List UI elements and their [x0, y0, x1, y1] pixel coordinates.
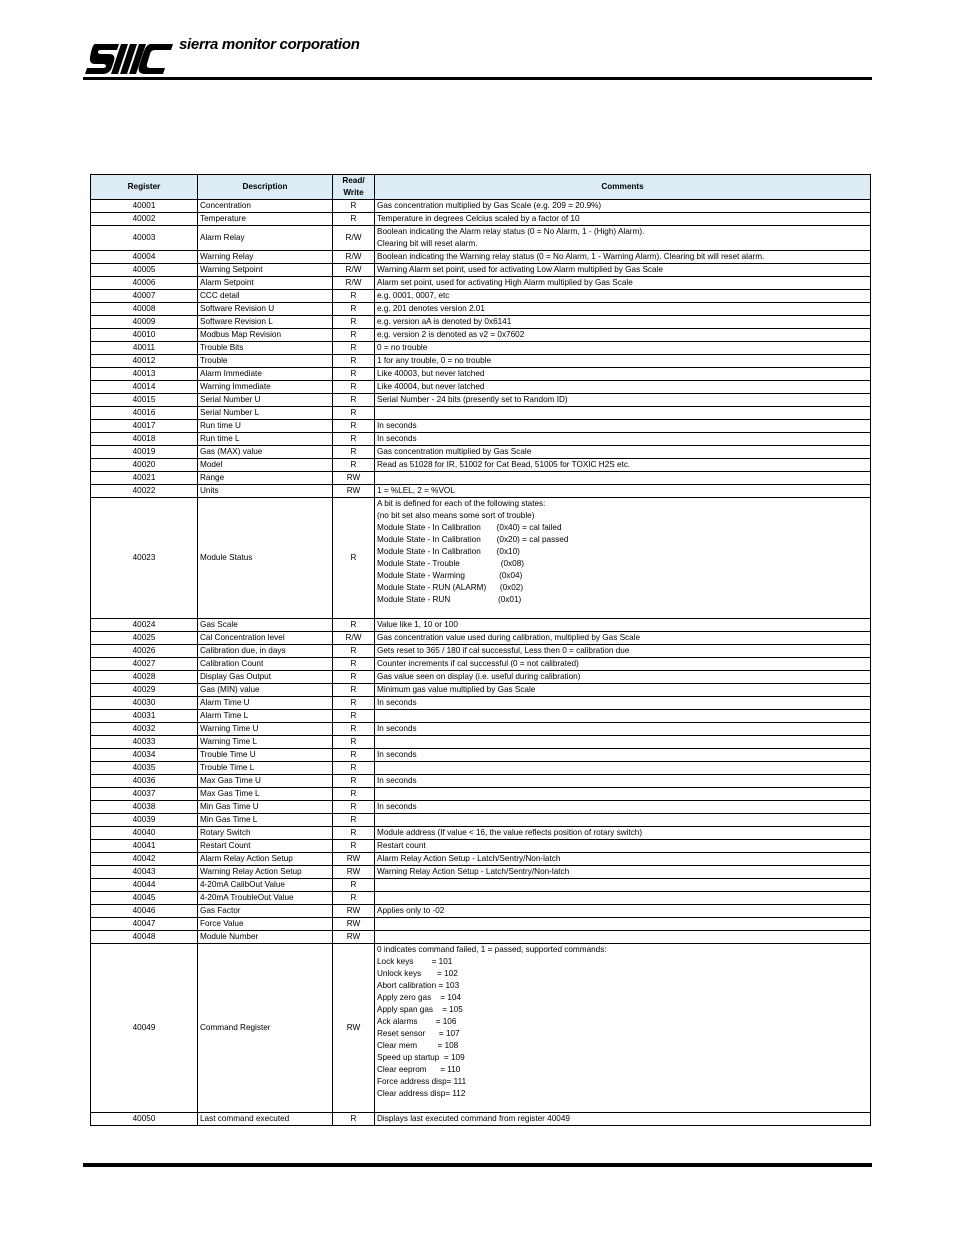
register-cell: 40027 — [91, 658, 198, 671]
register-cell: 40050 — [91, 1113, 198, 1126]
read-write-cell: R — [333, 684, 375, 697]
read-write-cell: RW — [333, 853, 375, 866]
comments-cell: Read as 51028 for IR, 51002 for Cat Bead, 51005 for TOXIC H2S etc. — [375, 459, 871, 472]
register-cell: 40022 — [91, 485, 198, 498]
column-header-read-write-label: Read/ Write — [342, 176, 365, 197]
table-row — [91, 801, 871, 814]
read-write-cell: R — [333, 355, 375, 368]
table-row — [91, 407, 871, 420]
description-cell: Cal Concentration level — [198, 632, 333, 645]
description-cell: Min Gas Time L — [198, 814, 333, 827]
register-cell: 40041 — [91, 840, 198, 853]
register-cell: 40023 — [91, 498, 198, 619]
description-cell: Gas (MAX) value — [198, 446, 333, 459]
register-cell: 40021 — [91, 472, 198, 485]
table-row — [91, 498, 871, 619]
register-cell: 40013 — [91, 368, 198, 381]
description-cell: Trouble Time L — [198, 762, 333, 775]
read-write-cell: R — [333, 498, 375, 619]
comments-cell: Counter increments if cal successful (0 = not calibrated) — [375, 658, 871, 671]
table-row — [91, 697, 871, 710]
register-cell: 40031 — [91, 710, 198, 723]
read-write-cell: R — [333, 420, 375, 433]
description-cell: Gas Scale — [198, 619, 333, 632]
register-cell: 40008 — [91, 303, 198, 316]
read-write-cell: R — [333, 827, 375, 840]
register-cell: 40019 — [91, 446, 198, 459]
read-write-cell: R — [333, 749, 375, 762]
read-write-cell: R — [333, 213, 375, 226]
register-cell: 40003 — [91, 226, 198, 251]
table-row — [91, 264, 871, 277]
register-cell: 40029 — [91, 684, 198, 697]
read-write-cell: R — [333, 697, 375, 710]
register-cell: 40036 — [91, 775, 198, 788]
register-cell: 40045 — [91, 892, 198, 905]
comments-cell: Value like 1, 10 or 100 — [375, 619, 871, 632]
comments-cell — [375, 788, 871, 801]
read-write-cell: R — [333, 710, 375, 723]
table-row — [91, 853, 871, 866]
description-cell: CCC detail — [198, 290, 333, 303]
comments-cell: 1 for any trouble, 0 = no trouble — [375, 355, 871, 368]
table-row — [91, 368, 871, 381]
register-cell: 40046 — [91, 905, 198, 918]
comments-cell: In seconds — [375, 723, 871, 736]
register-cell: 40035 — [91, 762, 198, 775]
read-write-cell: R — [333, 342, 375, 355]
description-cell: Calibration due, in days — [198, 645, 333, 658]
comments-cell: Minimum gas value multiplied by Gas Scale — [375, 684, 871, 697]
register-cell: 40011 — [91, 342, 198, 355]
description-cell: Rotary Switch — [198, 827, 333, 840]
table-row — [91, 381, 871, 394]
register-cell: 40014 — [91, 381, 198, 394]
smc-logo — [85, 40, 175, 76]
comments-cell — [375, 931, 871, 944]
description-cell: Concentration — [198, 200, 333, 213]
read-write-cell: R — [333, 879, 375, 892]
register-cell: 40043 — [91, 866, 198, 879]
register-cell: 40005 — [91, 264, 198, 277]
comments-cell: Gas concentration value used during calibration, multiplied by Gas Scale — [375, 632, 871, 645]
comments-cell: e.g. 201 denotes version 2.01 — [375, 303, 871, 316]
comments-cell: 0 indicates command failed, 1 = passed, supported commands: Lock keys = 101 Unlock keys = 102 Abort calibration = 103 Apply zero gas = 104 Apply span gas = 105 Ack alarms = 106 Reset sensor = 107 Clear mem = 108 Speed up startup = 109 Clear eeprom = 110 Force address disp= 111 Clear address disp= 112 — [375, 944, 871, 1113]
table-row — [91, 645, 871, 658]
register-cell: 40038 — [91, 801, 198, 814]
comments-cell — [375, 472, 871, 485]
read-write-cell: R — [333, 762, 375, 775]
register-cell: 40024 — [91, 619, 198, 632]
column-header-register: Register — [91, 175, 198, 200]
register-cell: 40009 — [91, 316, 198, 329]
comments-cell — [375, 736, 871, 749]
comments-cell: e.g. version aA is denoted by 0x6141 — [375, 316, 871, 329]
description-cell: Gas (MIN) value — [198, 684, 333, 697]
read-write-cell: R — [333, 316, 375, 329]
table-row — [91, 710, 871, 723]
comments-cell: Alarm set point, used for activating High Alarm multiplied by Gas Scale — [375, 277, 871, 290]
column-header-description: Description — [198, 175, 333, 200]
read-write-cell: R/W — [333, 632, 375, 645]
register-cell: 40040 — [91, 827, 198, 840]
table-row — [91, 277, 871, 290]
comments-cell: Temperature in degrees Celcius scaled by a factor of 10 — [375, 213, 871, 226]
comments-cell: In seconds — [375, 433, 871, 446]
read-write-cell: R — [333, 671, 375, 684]
register-cell: 40006 — [91, 277, 198, 290]
comments-cell: In seconds — [375, 775, 871, 788]
description-cell: Warning Relay Action Setup — [198, 866, 333, 879]
comments-cell: e.g. version 2 is denoted as v2 = 0x7602 — [375, 329, 871, 342]
table-row — [91, 446, 871, 459]
register-cell: 40048 — [91, 931, 198, 944]
table-row — [91, 290, 871, 303]
read-write-cell: R — [333, 658, 375, 671]
description-cell: Calibration Count — [198, 658, 333, 671]
register-cell: 40034 — [91, 749, 198, 762]
column-header-comments: Comments — [375, 175, 871, 200]
read-write-cell: R/W — [333, 264, 375, 277]
description-cell: Min Gas Time U — [198, 801, 333, 814]
register-cell: 40004 — [91, 251, 198, 264]
register-cell: 40020 — [91, 459, 198, 472]
read-write-cell: R — [333, 788, 375, 801]
register-cell: 40026 — [91, 645, 198, 658]
read-write-cell: RW — [333, 485, 375, 498]
read-write-cell: R — [333, 1113, 375, 1126]
table-row — [91, 788, 871, 801]
description-cell: 4-20mA CalibOut Value — [198, 879, 333, 892]
comments-cell — [375, 407, 871, 420]
read-write-cell: R — [333, 801, 375, 814]
table-row — [91, 723, 871, 736]
table-row — [91, 251, 871, 264]
table-row — [91, 213, 871, 226]
table-row — [91, 762, 871, 775]
read-write-cell: R/W — [333, 277, 375, 290]
comments-cell: 0 = no trouble — [375, 342, 871, 355]
register-cell: 40028 — [91, 671, 198, 684]
read-write-cell: R — [333, 433, 375, 446]
register-cell: 40025 — [91, 632, 198, 645]
description-cell: Run time U — [198, 420, 333, 433]
register-cell: 40002 — [91, 213, 198, 226]
comments-cell: Gets reset to 365 / 180 if cal successful, Less then 0 = calibration due — [375, 645, 871, 658]
read-write-cell: RW — [333, 931, 375, 944]
table-row — [91, 1113, 871, 1126]
description-cell: Restart Count — [198, 840, 333, 853]
comments-cell: Like 40004, but never latched — [375, 381, 871, 394]
read-write-cell: R — [333, 814, 375, 827]
read-write-cell: R — [333, 459, 375, 472]
comments-cell: Module address (If value < 16, the value reflects position of rotary switch) — [375, 827, 871, 840]
register-cell: 40049 — [91, 944, 198, 1113]
table-row — [91, 905, 871, 918]
table-row — [91, 485, 871, 498]
table-row — [91, 944, 871, 1113]
table-row — [91, 355, 871, 368]
comments-cell: 1 = %LEL, 2 = %VOL — [375, 485, 871, 498]
description-cell: Last command executed — [198, 1113, 333, 1126]
table-row — [91, 827, 871, 840]
read-write-cell: R — [333, 619, 375, 632]
comments-cell: In seconds — [375, 420, 871, 433]
register-cell: 40033 — [91, 736, 198, 749]
description-cell: Serial Number U — [198, 394, 333, 407]
table-row — [91, 892, 871, 905]
table-row — [91, 775, 871, 788]
table-row — [91, 420, 871, 433]
description-cell: Trouble — [198, 355, 333, 368]
read-write-cell: R — [333, 645, 375, 658]
comments-cell: Applies only to -02 — [375, 905, 871, 918]
modbus-register-table — [90, 174, 871, 1126]
register-cell: 40010 — [91, 329, 198, 342]
table-row — [91, 342, 871, 355]
table-row — [91, 814, 871, 827]
table-row — [91, 918, 871, 931]
table-row — [91, 866, 871, 879]
table-row — [91, 671, 871, 684]
read-write-cell: R/W — [333, 251, 375, 264]
read-write-cell: R — [333, 381, 375, 394]
description-cell: Command Register — [198, 944, 333, 1113]
comments-cell: Alarm Relay Action Setup - Latch/Sentry/Non-latch — [375, 853, 871, 866]
table-row — [91, 316, 871, 329]
comments-cell: Warning Alarm set point, used for activating Low Alarm multiplied by Gas Scale — [375, 264, 871, 277]
read-write-cell: R — [333, 723, 375, 736]
description-cell: Warning Time L — [198, 736, 333, 749]
read-write-cell: R — [333, 775, 375, 788]
comments-cell: Displays last executed command from register 40049 — [375, 1113, 871, 1126]
table-row — [91, 619, 871, 632]
comments-cell — [375, 814, 871, 827]
table-row — [91, 329, 871, 342]
read-write-cell: R — [333, 368, 375, 381]
register-cell: 40012 — [91, 355, 198, 368]
register-cell: 40037 — [91, 788, 198, 801]
description-cell: Max Gas Time L — [198, 788, 333, 801]
description-cell: Trouble Time U — [198, 749, 333, 762]
register-cell: 40032 — [91, 723, 198, 736]
comments-cell: In seconds — [375, 749, 871, 762]
table-row — [91, 931, 871, 944]
register-cell: 40044 — [91, 879, 198, 892]
comments-cell: Gas concentration multiplied by Gas Scale — [375, 446, 871, 459]
description-cell: Temperature — [198, 213, 333, 226]
table-row — [91, 632, 871, 645]
read-write-cell: RW — [333, 944, 375, 1113]
comments-cell — [375, 879, 871, 892]
description-cell: Alarm Setpoint — [198, 277, 333, 290]
description-cell: Alarm Time U — [198, 697, 333, 710]
table-row — [91, 840, 871, 853]
comments-cell: Boolean indicating the Alarm relay status (0 = No Alarm, 1 - (High) Alarm). Clearing bit will reset alarm. — [375, 226, 871, 251]
table-row — [91, 303, 871, 316]
description-cell: Alarm Immediate — [198, 368, 333, 381]
description-cell: Display Gas Output — [198, 671, 333, 684]
table-row — [91, 459, 871, 472]
read-write-cell: R — [333, 290, 375, 303]
company-name: sierra monitor corporation — [179, 36, 360, 53]
description-cell: Run time L — [198, 433, 333, 446]
description-cell: Warning Time U — [198, 723, 333, 736]
register-cell: 40042 — [91, 853, 198, 866]
table-row — [91, 736, 871, 749]
description-cell: Alarm Relay Action Setup — [198, 853, 333, 866]
description-cell: Trouble Bits — [198, 342, 333, 355]
read-write-cell: R — [333, 840, 375, 853]
register-cell: 40015 — [91, 394, 198, 407]
table-header-row — [91, 175, 871, 200]
column-header-read-write — [333, 175, 375, 200]
footer-divider — [83, 1163, 872, 1167]
register-cell: 40039 — [91, 814, 198, 827]
read-write-cell: R — [333, 407, 375, 420]
read-write-cell: RW — [333, 472, 375, 485]
description-cell: Warning Immediate — [198, 381, 333, 394]
table-row — [91, 684, 871, 697]
description-cell: 4-20mA TroubleOut Value — [198, 892, 333, 905]
description-cell: Warning Setpoint — [198, 264, 333, 277]
table-row — [91, 226, 871, 251]
description-cell: Warning Relay — [198, 251, 333, 264]
table-row — [91, 658, 871, 671]
comments-cell: Restart count — [375, 840, 871, 853]
comments-cell: Gas value seen on display (i.e. useful during calibration) — [375, 671, 871, 684]
register-cell: 40016 — [91, 407, 198, 420]
read-write-cell: RW — [333, 905, 375, 918]
comments-cell: Boolean indicating the Warning relay status (0 = No Alarm, 1 - Warning Alarm). Clearing bit will reset alarm. — [375, 251, 871, 264]
comments-cell: A bit is defined for each of the following states: (no bit set also means some sort of trouble) Module State - In Calibration (0x40) = cal failed Module State - In Calibration (0x20) = cal passed Module State - In Calibration (0x10) Module State - Trouble (0x08) Module State - Warming (0x04) Module State - RUN (ALARM) (0x02) Module State - RUN (0x01) — [375, 498, 871, 619]
description-cell: Module Number — [198, 931, 333, 944]
read-write-cell: R — [333, 329, 375, 342]
table-row — [91, 749, 871, 762]
read-write-cell: RW — [333, 866, 375, 879]
description-cell: Force Value — [198, 918, 333, 931]
read-write-cell: R — [333, 303, 375, 316]
description-cell: Range — [198, 472, 333, 485]
header-divider — [83, 77, 872, 80]
description-cell: Alarm Relay — [198, 226, 333, 251]
description-cell: Units — [198, 485, 333, 498]
read-write-cell: R/W — [333, 226, 375, 251]
comments-cell — [375, 892, 871, 905]
table-row — [91, 879, 871, 892]
register-cell: 40017 — [91, 420, 198, 433]
register-cell: 40030 — [91, 697, 198, 710]
table-row — [91, 394, 871, 407]
comments-cell — [375, 918, 871, 931]
description-cell: Modbus Map Revision — [198, 329, 333, 342]
read-write-cell: R — [333, 394, 375, 407]
description-cell: Module Status — [198, 498, 333, 619]
comments-cell — [375, 710, 871, 723]
page-header — [83, 36, 872, 80]
description-cell: Gas Factor — [198, 905, 333, 918]
read-write-cell: R — [333, 736, 375, 749]
register-cell: 40018 — [91, 433, 198, 446]
comments-cell: Warning Relay Action Setup - Latch/Sentry/Non-latch — [375, 866, 871, 879]
description-cell: Max Gas Time U — [198, 775, 333, 788]
register-cell: 40047 — [91, 918, 198, 931]
table-row — [91, 472, 871, 485]
register-cell: 40001 — [91, 200, 198, 213]
read-write-cell: R — [333, 200, 375, 213]
comments-cell: In seconds — [375, 801, 871, 814]
description-cell: Model — [198, 459, 333, 472]
table-body — [91, 200, 871, 1126]
comments-cell: Gas concentration multiplied by Gas Scale (e.g. 209 = 20.9%) — [375, 200, 871, 213]
description-cell: Alarm Time L — [198, 710, 333, 723]
table-row — [91, 433, 871, 446]
comments-cell: Like 40003, but never latched — [375, 368, 871, 381]
comments-cell: In seconds — [375, 697, 871, 710]
read-write-cell: RW — [333, 918, 375, 931]
read-write-cell: R — [333, 892, 375, 905]
comments-cell: Serial Number - 24 bits (presently set to Random ID) — [375, 394, 871, 407]
register-cell: 40007 — [91, 290, 198, 303]
description-cell: Serial Number L — [198, 407, 333, 420]
comments-cell — [375, 762, 871, 775]
read-write-cell: R — [333, 446, 375, 459]
description-cell: Software Revision L — [198, 316, 333, 329]
comments-cell: e.g. 0001, 0007, etc — [375, 290, 871, 303]
description-cell: Software Revision U — [198, 303, 333, 316]
table-row — [91, 200, 871, 213]
